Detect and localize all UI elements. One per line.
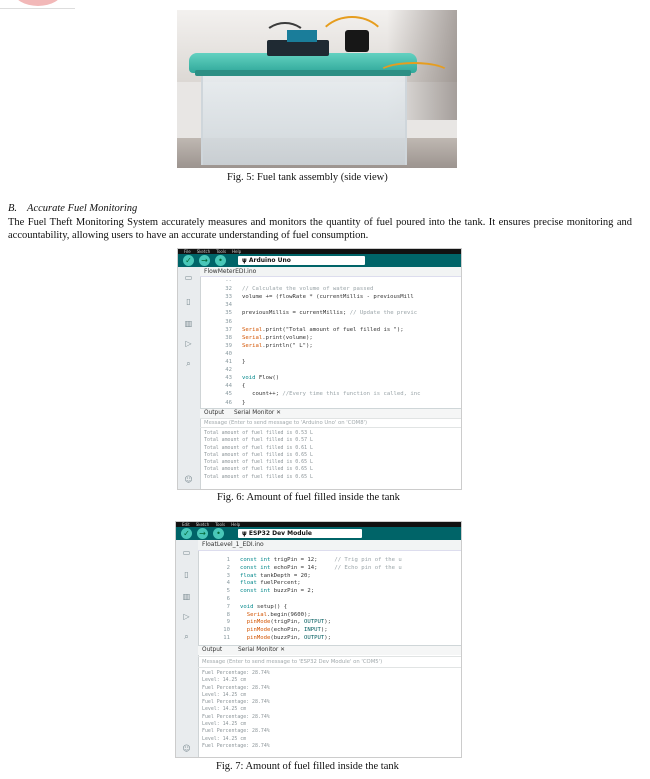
serial-output-line: Fuel Percentage: 28.74% (202, 728, 270, 735)
serial-output-line: Total amount of fuel filled is 0.53 L (204, 430, 313, 436)
serial-output-line: Total amount of fuel filled is 0.57 L (204, 437, 313, 444)
serial-output-line: Level: 14.25 cm (202, 721, 247, 728)
line-number: 32 (225, 286, 232, 293)
menu-item[interactable]: Sketch (196, 249, 211, 254)
editor-tab-bar (198, 540, 461, 551)
line-number: 8 (226, 611, 230, 618)
upload-icon[interactable]: → (199, 255, 210, 266)
line-number: -- (225, 278, 232, 284)
arduino-ide-screenshot-2 (175, 521, 462, 758)
serial-output-line: Fuel Percentage: 28.74% (202, 713, 270, 720)
menu-item[interactable]: Edit (182, 522, 190, 527)
boards-icon[interactable]: ▯ (184, 570, 189, 579)
line-number: 10 (223, 627, 230, 634)
figure-caption-6: Fig. 6: Amount of fuel filled inside the tank (217, 492, 400, 503)
code-line: pinMode(buzzPin, OUTPUT); (246, 635, 331, 641)
code-line: Serial.print("Total amount of fuel filled is "); (242, 326, 404, 333)
section-number: B. (8, 203, 18, 214)
folder-icon[interactable]: ▭ (182, 548, 191, 557)
code-line: } (242, 399, 246, 406)
menu-item[interactable]: Help (231, 522, 241, 527)
boards-icon[interactable]: ▯ (186, 297, 191, 306)
menu-item[interactable]: Tools (215, 522, 226, 527)
line-number: 35 (225, 310, 232, 317)
line-number: 41 (225, 359, 232, 365)
line-number: 2 (226, 564, 230, 571)
figure-caption-7: Fig. 7: Amount of fuel filled inside the tank (216, 761, 399, 772)
code-line: previousMillis = currentMillis; // Update the previc (242, 310, 418, 317)
line-number: 43 (225, 375, 232, 382)
output-panel-header (198, 645, 461, 655)
code-line: Serial.begin(9600); (246, 611, 311, 618)
serial-output-line: Fuel Percentage: 28.74% (202, 670, 270, 676)
library-icon[interactable]: ▥ (184, 319, 193, 328)
line-number: 46 (225, 399, 232, 406)
board-selector[interactable]: ψ Arduino Uno (238, 256, 365, 265)
folder-icon[interactable]: ▭ (184, 273, 193, 282)
code-line: } (242, 359, 246, 365)
line-number: 45 (225, 391, 232, 398)
serial-message-input[interactable]: Message (Enter to send message to 'Arduino Uno' on 'COM8') (200, 418, 461, 428)
serial-output-line: Level: 14.25 cm (202, 706, 247, 713)
code-line: { (242, 383, 246, 390)
serial-output-line: Level: 14.25 cm (202, 677, 247, 684)
line-number: 4 (226, 580, 230, 587)
menu-item[interactable]: Tools (216, 249, 227, 254)
line-number: 3 (226, 572, 230, 579)
tank-container (201, 65, 407, 165)
output-panel-header (200, 408, 461, 418)
code-line: float tankDepth = 20; (240, 572, 311, 579)
verify-icon[interactable]: ✓ (181, 528, 192, 539)
code-line: count++; //Every time this function is called, inc (242, 391, 421, 398)
tab-serial-monitor[interactable]: Serial Monitor ✕ (234, 410, 281, 416)
line-number: 40 (225, 350, 232, 357)
serial-output-line: Total amount of fuel filled is 0.65 L (204, 473, 313, 480)
line-number: 33 (225, 294, 232, 301)
code-line: void setup() { (240, 603, 288, 610)
code-line: volume += (flowRate * (currentMillis - previousMill (242, 294, 414, 301)
code-line: float fuelPercent; (240, 580, 301, 587)
line-number: 1 (226, 557, 230, 563)
code-line: const int trigPin = 12; // Trig pin of the u (240, 557, 402, 563)
serial-output-line: Total amount of fuel filled is 0.65 L (204, 451, 313, 458)
line-number: 34 (225, 302, 232, 309)
serial-output (202, 670, 461, 750)
ide-sidebar (178, 267, 201, 489)
editor-tab-bar (200, 267, 461, 277)
arduino-ide-screenshot-1 (177, 248, 462, 490)
tab-output[interactable]: Output (204, 410, 225, 416)
debug-sidebar-icon[interactable]: ▷ (185, 339, 192, 348)
code-line: const int echoPin = 14; // Echo pin of the u (240, 564, 402, 571)
line-number: 37 (225, 326, 232, 333)
account-icon[interactable]: ☺ (182, 744, 191, 753)
line-number: 9 (226, 619, 230, 626)
ide-toolbar (178, 254, 461, 267)
line-number: 39 (225, 342, 232, 349)
serial-monitor-label: Serial Monitor (238, 647, 279, 653)
section-heading (8, 203, 147, 214)
menu-item[interactable]: Help (232, 249, 242, 254)
debug-sidebar-icon[interactable]: ▷ (183, 612, 190, 621)
line-number: 5 (226, 588, 230, 595)
ide-toolbar (176, 527, 461, 540)
debug-icon[interactable]: • (215, 255, 226, 266)
ide-sidebar (176, 540, 199, 757)
tab-floatlevel[interactable]: FloatLevel_1_EDI.ino (202, 541, 264, 548)
line-number: 11 (223, 635, 230, 641)
debug-icon[interactable]: • (213, 528, 224, 539)
tab-flowmeter[interactable]: FlowMeterEDI.ino (204, 268, 257, 275)
menu-item[interactable]: File (184, 249, 191, 254)
board-selector[interactable]: ψ ESP32 Dev Module (238, 529, 362, 538)
library-icon[interactable]: ▥ (182, 592, 191, 601)
search-icon[interactable]: ⌕ (186, 359, 191, 368)
code-line: void Flow() (242, 375, 280, 382)
board-name: Arduino Uno (248, 257, 291, 264)
code-line: Serial.println(" L"); (242, 342, 313, 349)
line-number: 36 (225, 318, 232, 325)
line-number: 44 (225, 383, 232, 390)
serial-message-input[interactable]: Message (Enter to send message to 'ESP32 Dev Module' on 'COM5') (198, 656, 461, 668)
code-line: // Calculate the volume of water passed (242, 286, 374, 293)
figure-caption-5: Fig. 5: Fuel tank assembly (side view) (227, 172, 388, 183)
tab-serial-monitor[interactable]: Serial Monitor ✕ (238, 647, 285, 653)
board-name: ESP32 Dev Module (248, 530, 312, 537)
serial-output-line: Total amount of fuel filled is 0.65 L (204, 466, 313, 473)
upload-icon[interactable]: → (197, 528, 208, 539)
fuel-tank-photo (177, 10, 457, 168)
page-corner-decoration (0, 0, 75, 9)
account-icon[interactable]: ☺ (184, 475, 193, 484)
line-number: 38 (225, 334, 232, 341)
code-line: const int buzzPin = 2; (240, 588, 315, 595)
serial-output-line: Level: 14.25 cm (202, 735, 247, 742)
menu-item[interactable]: Sketch (195, 522, 210, 527)
code-editor[interactable] (198, 557, 461, 643)
serial-output (204, 430, 461, 481)
section-title: Accurate Fuel Monitoring (27, 203, 138, 214)
serial-output-line: Total amount of fuel filled is 0.65 L (204, 459, 313, 466)
serial-monitor-label: Serial Monitor (234, 410, 275, 416)
tab-output[interactable]: Output (202, 647, 223, 653)
line-number: 6 (226, 596, 230, 602)
serial-output-line: Total amount of fuel filled is 0.61 L (204, 444, 313, 451)
serial-output-line: Fuel Percentage: 28.74% (202, 699, 270, 706)
serial-output-line: Level: 14.25 cm (202, 691, 247, 698)
serial-output-line: Fuel Percentage: 28.74% (202, 684, 270, 691)
line-number: 7 (226, 603, 230, 610)
code-line: pinMode(trigPin, OUTPUT); (246, 619, 331, 626)
code-line: pinMode(echoPin, INPUT); (246, 627, 328, 634)
code-line: Serial.print(volume); (242, 334, 313, 341)
serial-output-line: Fuel Percentage: 28.74% (202, 742, 270, 749)
section-paragraph: The Fuel Theft Monitoring System accurately measures and monitors the quantity of fuel poured into the tank. It ensures precise monitoring and accountability, allowing users to have an accurate understanding of fuel consumption. (8, 217, 632, 241)
code-editor[interactable] (200, 278, 461, 408)
search-icon[interactable]: ⌕ (184, 632, 189, 641)
line-number: 42 (225, 367, 232, 374)
verify-icon[interactable]: ✓ (183, 255, 194, 266)
